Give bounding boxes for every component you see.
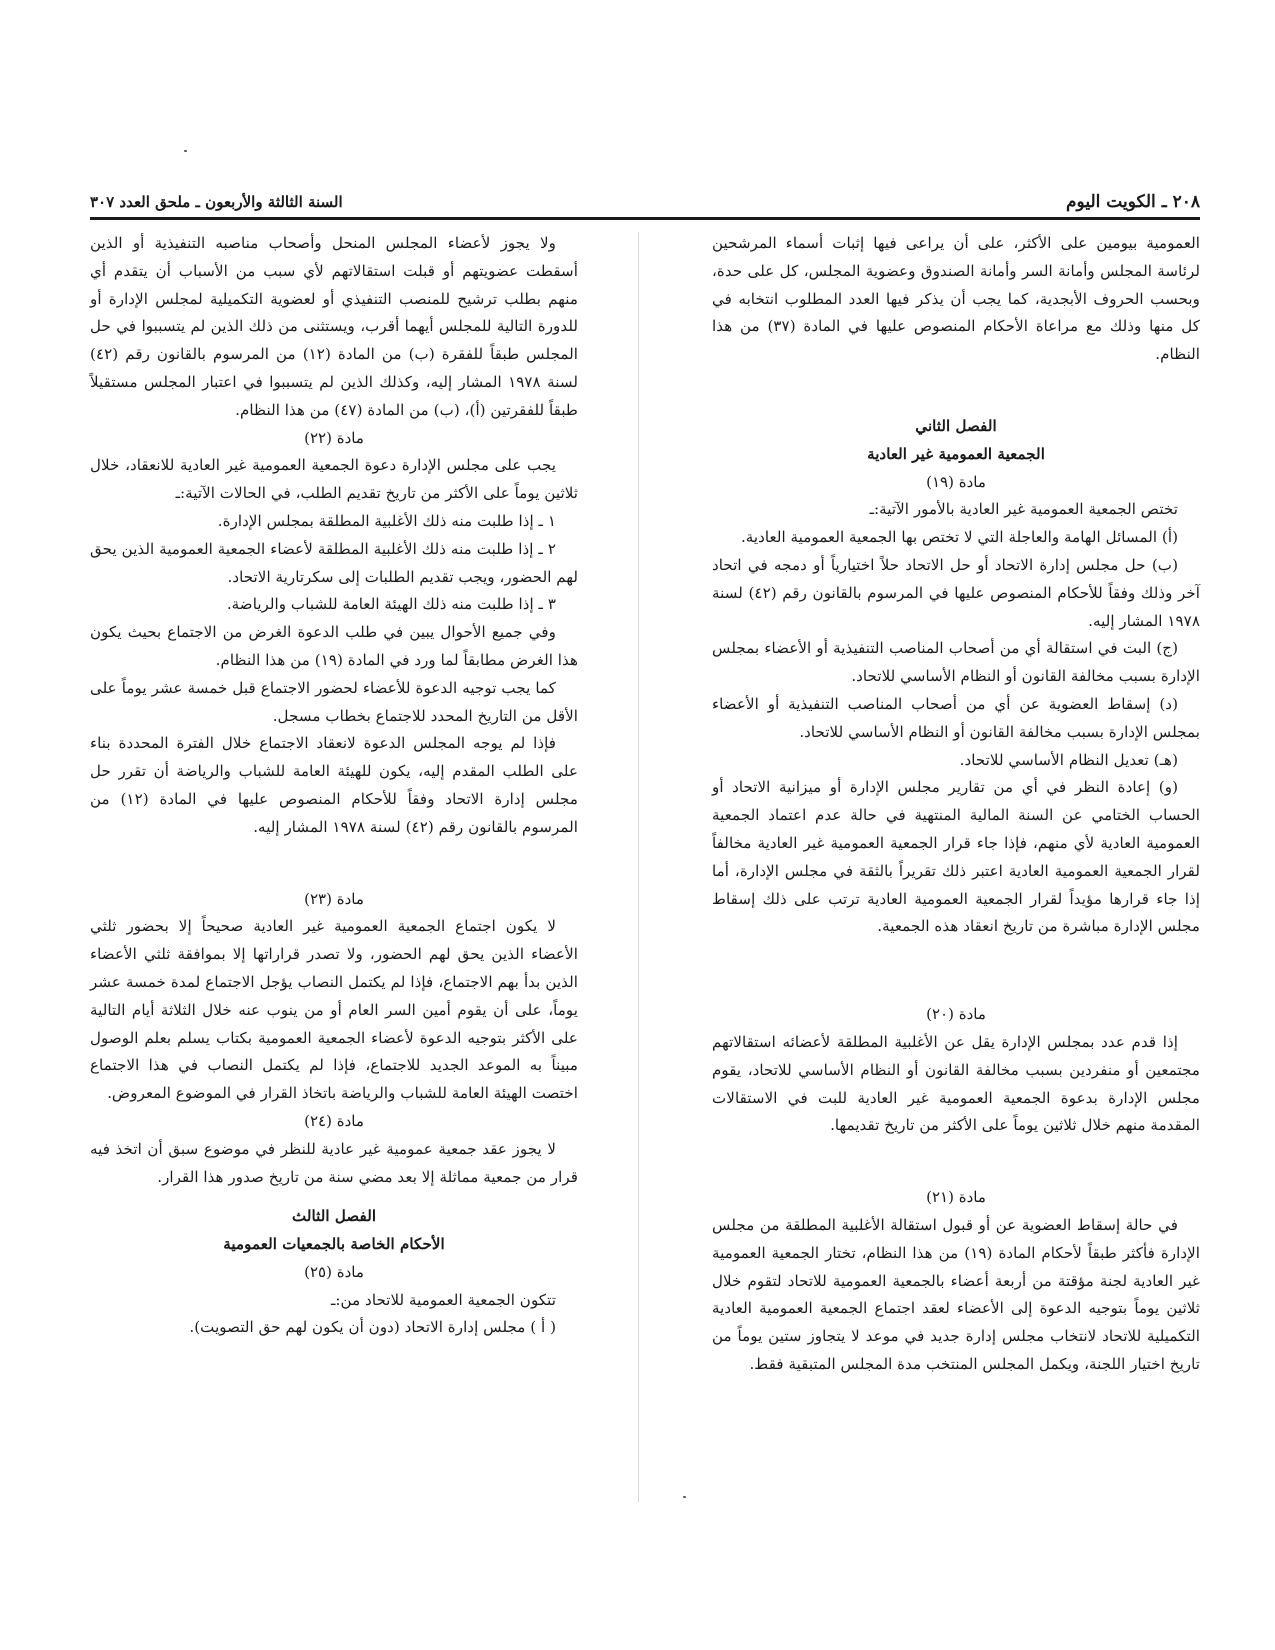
article-24-title: مادة (٢٤) [304, 1111, 364, 1130]
article-25-item-a: ( أ ) مجلس إدارة الاتحاد (دون أن يكون لهم حق التصويت). [189, 1318, 556, 1337]
article-19-item-a: (أ) المسائل الهامة والعاجلة التي لا تختص بها الجمعية العمومية العادية. [740, 528, 1178, 547]
article-22-intro: يجب على مجلس الإدارة دعوة الجمعية العمومية غير العادية للانعقاد، خلال ثلاثين يوماً على الأكثر من تاريخ تقديم الطلب، في الحالات الآتية:ـ [90, 456, 578, 503]
article-22-item-3: ٣ ـ إذا طلبت منه ذلك الهيئة العامة للشباب والرياضة. [226, 595, 556, 614]
article-21-text: في حالة إسقاط العضوية عن أو قبول استقالة الأغلبية المطلقة من مجلس الإدارة فأكثر طبقاً لأحكام المادة (١٩) من هذا النظام، تختار الجمعية العمومية غير العادية لجنة مؤقتة من أربعة أعضاء بالجمعية العمومية للاتحاد لتقوم خلال ثلاثين يوماً بتوجيه الدعوة إلى الأعضاء لعقد اجتماع الجمعية العمومية العادية التكميلية للاتحاد لانتخاب مجلس إدارة جديد في موعد لا يتجاوز ستين يوماً من تاريخ اختيار اللجنة، ويكمل المجلس المنتخب مدة المجلس المتبقية فقط. [712, 1215, 1201, 1373]
header-page-number-title: ٢٠٨ ـ الكويت اليوم [1066, 192, 1200, 212]
continuation-paragraph: العمومية بيومين على الأكثر، على أن يراعى فيها إثبات أسماء المرشحين لرئاسة المجلس وأمانة السر وأمانة الصندوق وعضوية المجلس، كل على حدة، وبحسب الحروف الأبجدية، كما يجب أن يذكر فيها العدد المطلوب انتخابه في كل منها وذلك مع مراعاة الأحكام المنصوص عليها في المادة (٣٧) من هذا النظام. [712, 234, 1201, 364]
article-20-title: مادة (٢٠) [926, 1005, 986, 1024]
article-22-item-1: ١ ـ إذا طلبت منه ذلك الأغلبية المطلقة بمجلس الإدارة. [217, 511, 556, 530]
header-issue-info: السنة الثالثة والأربعون ـ ملحق العدد ٣٠٧ [90, 193, 343, 211]
article-23-text: لا يكون اجتماع الجمعية العمومية غير العادية صحيحاً إلا بحضور ثلثي الأعضاء الذين يحق لهم الحضور، ولا تصدر قراراتها إلا بموافقة ثلثي الأعضاء الذين بدأ بهم الاجتماع، فإذا لم يكتمل النصاب يؤجل الاجتماع لمدة خمسة عشر يوماً، على أن يقوم أمين السر العام أو من ينوب عنه خلال الثلاثة أيام التالية على الأكثر بتوجيه الدعوة لأعضاء الجمعية العمومية بكتاب يسلم بعلم الوصول مبيناً به الموعد الجديد للاجتماع، فإذا لم يكتمل النصاب في هذا الاجتماع اختصت الهيئة العامة للشباب والرياضة باتخاذ القرار في الموضوع المعروض. [90, 917, 578, 1103]
chapter-2-subtitle: الجمعية العمومية غير العادية [867, 444, 1045, 463]
scan-speck [184, 150, 187, 152]
article-22-title: مادة (٢٢) [304, 428, 364, 447]
article-25-title: مادة (٢٥) [304, 1262, 364, 1281]
article-19-intro: تختص الجمعية العمومية غير العادية بالأمور الآتية:ـ [869, 500, 1178, 519]
article-19-item-w: (و) إعادة النظر في أي من تقارير مجلس الإدارة أو ميزانية الاتحاد أو الحساب الختامي عن السنة المالية المنتهية في حالة عدم اعتماد الجمعية العمومية العادية لأي منهم، فإذا جاء قرار الجمعية العمومية غير العادية مخالفاً لقرار الجمعية العمومية العادية اعتبر ذلك تقريراً بالثقة في مجلس الإدارة، أما إذا جاء قرارها مؤيداً لقرار الجمعية العمومية العادية ترتب على ذلك إسقاط مجلس الإدارة مباشرة من تاريخ انعقاد هذه الجمعية. [712, 778, 1200, 936]
article-19-item-h: (هـ) تعديل النظام الأساسي للاتحاد. [959, 750, 1178, 769]
article-19-item-c: (ج) البت في استقالة أي من أصحاب المناصب التنفيذية أو الأعضاء بمجلس الإدارة بسبب مخالفة القانون أو النظام الأساسي للاتحاد. [712, 639, 1200, 686]
article-21-title: مادة (٢١) [926, 1188, 986, 1207]
scan-speck [683, 1496, 686, 1498]
left-column [90, 230, 578, 1342]
article-22-paragraph-2: وفي جميع الأحوال يبين في طلب الدعوة الغرض من الاجتماع بحيث يكون هذا الغرض مطابقاً لما ورد في المادة (١٩) من هذا النظام. [90, 623, 578, 669]
chapter-3-subtitle: الأحكام الخاصة بالجمعيات العمومية [223, 1235, 445, 1254]
article-22-item-2: ٢ ـ إذا طلبت منه ذلك الأغلبية المطلقة لأعضاء الجمعية العمومية الذين يحق لهم الحضور، ويجب تقديم الطلبات إلى سكرتارية الاتحاد. [90, 539, 578, 586]
page-header [90, 191, 1200, 220]
article-22-paragraph-4: فإذا لم يوجه المجلس الدعوة لانعقاد الاجتماع خلال الفترة المحددة بناء على الطلب المقدم إليه، يكون للهيئة العامة للشباب والرياضة أن تقرر حل مجلس إدارة الاتحاد وفقاً للأحكام المنصوص عليها في المادة (١٢) من المرسوم بالقانون رقم (٤٢) لسنة ١٩٧٨ المشار إليه. [90, 734, 578, 836]
article-22-paragraph-3: كما يجب توجيه الدعوة للأعضاء لحضور الاجتماع قبل خمسة عشر يوماً على الأقل من التاريخ المحدد للاجتماع بخطاب مسجل. [90, 678, 578, 725]
right-column [712, 230, 1200, 1379]
article-19-item-d: (د) إسقاط العضوية عن أي من أصحاب المناصب التنفيذية أو الأعضاء بمجلس الإدارة بسبب مخالفة القانون أو النظام الأساسي للاتحاد. [712, 694, 1200, 741]
continuation-paragraph-left: ولا يجوز لأعضاء المجلس المنحل وأصحاب مناصبه التنفيذية أو الذين أسقطت عضويتهم أو قبلت استقالاتهم لأي سبب من الأسباب أن يتقدم أي منهم بطلب ترشيح للمنصب التنفيذي أو لعضوية التكميلية لمجلس الإدارة أو للدورة التالية للمجلس أيهما أقرب، ويستثنى من ذلك الذين لم يتسببوا في حل المجلس طبقاً للفقرة (ب) من المادة (١٢) من المرسوم بالقانون رقم (٤٢) لسنة ١٩٧٨ المشار إليه، وكذلك الذين لم يتسببوا في اعتبار المجلس مستقيلاً طبقاً للفقرتين (أ)، (ب) من المادة (٤٧) من هذا النظام. [90, 234, 579, 419]
chapter-2-title: الفصل الثاني [915, 416, 997, 435]
column-divider [638, 232, 639, 1502]
article-24-text: لا يجوز عقد جمعية عمومية غير عادية للنظر في موضوع سبق أن اتخذ فيه قرار من جمعية مماثلة إلا بعد مضي سنة من تاريخ صدور هذا القرار. [90, 1139, 578, 1186]
article-23-title: مادة (٢٣) [304, 889, 364, 908]
article-19-item-b: (ب) حل مجلس إدارة الاتحاد أو حل الاتحاد حلاً اختيارياً أو دمجه في اتحاد آخر وذلك وفقاً للأحكام المنصوص عليها في المرسوم بالقانون رقم (٤٢) لسنة ١٩٧٨ المشار إليه. [712, 555, 1201, 630]
article-19-title: مادة (١٩) [926, 472, 986, 491]
chapter-3-title: الفصل الثالث [291, 1207, 377, 1226]
article-25-intro: تتكون الجمعية العمومية للاتحاد من:ـ [330, 1290, 556, 1309]
article-20-text: إذا قدم عدد بمجلس الإدارة يقل عن الأغلبية المطلقة لأعضائه استقالاتهم مجتمعين أو منفردين بسبب مخالفة القانون أو النظام الأساسي للاتحاد، يقوم مجلس الإدارة بدعوة الجمعية العمومية غير العادية للبت في الاستقالات المقدمة منهم خلال ثلاثين يوماً على الأكثر من تاريخ تقديمها. [712, 1032, 1200, 1135]
